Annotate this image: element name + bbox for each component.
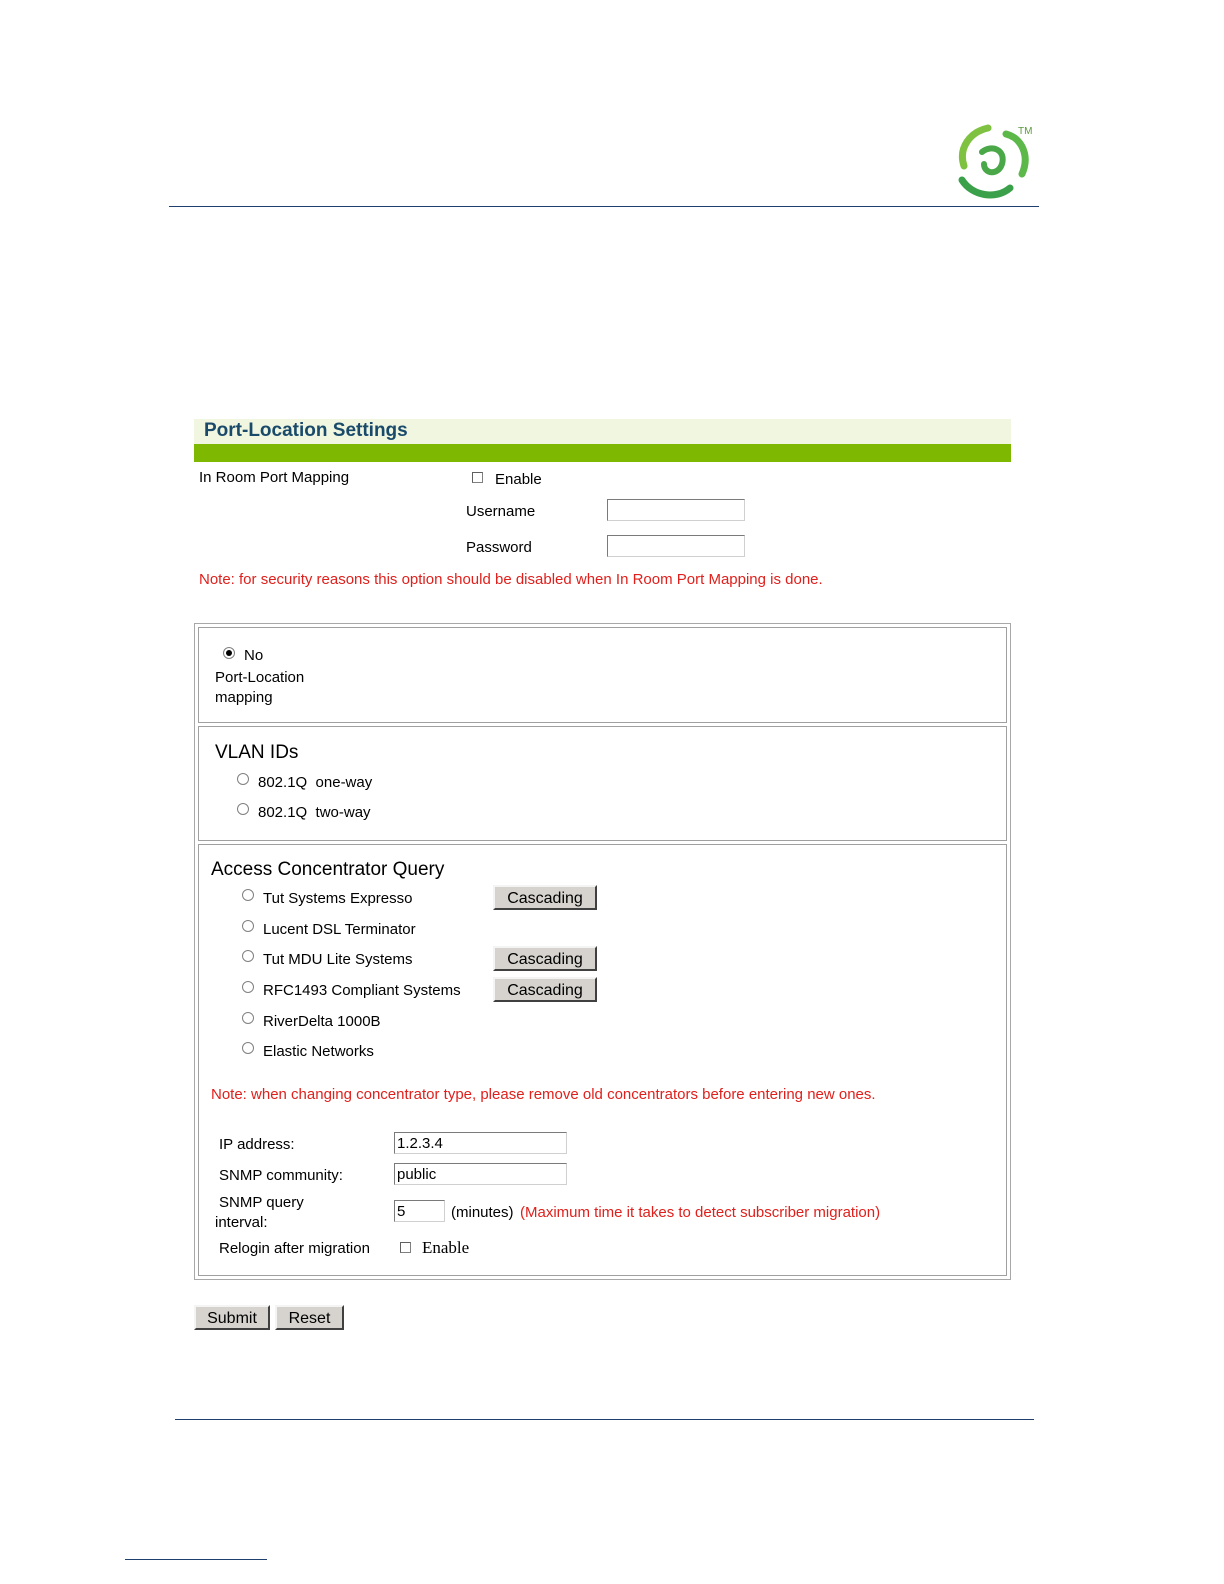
concentrator-note: Note: when changing concentrator type, please remove old concentrators before entering new ones.: [211, 1086, 876, 1103]
trademark-mark: TM: [1018, 126, 1033, 137]
no-mapping-panel: [198, 627, 1007, 723]
concentrator-label-lucent-dsl: Lucent DSL Terminator: [263, 921, 416, 938]
page-title: Port-Location Settings: [204, 420, 408, 441]
relogin-label: Relogin after migration: [219, 1240, 370, 1257]
password-label: Password: [466, 539, 532, 556]
concentrator-radio-riverdelta[interactable]: [242, 1012, 254, 1024]
header-divider: [169, 206, 1039, 207]
snmp-interval-units: (minutes): [451, 1204, 514, 1221]
concentrator-radio-lucent-dsl[interactable]: [242, 920, 254, 932]
snmp-community-label: SNMP community:: [219, 1167, 343, 1184]
snmp-interval-label-line1: SNMP query: [219, 1194, 304, 1211]
concentrator-label-rfc1493: RFC1493 Compliant Systems: [263, 982, 461, 999]
concentrator-radio-rfc1493[interactable]: [242, 981, 254, 993]
relogin-enable-checkbox[interactable]: [400, 1242, 411, 1253]
footer-divider: [175, 1419, 1034, 1420]
company-logo: [948, 122, 1040, 204]
cascading-button-tut-mdu[interactable]: Cascading: [493, 946, 597, 971]
footnote-rule: [125, 1559, 267, 1560]
no-mapping-label-line1: No: [244, 647, 264, 664]
vlan-one-way-label: 802.1Q one-way: [258, 774, 373, 791]
cascading-button-tut-expresso[interactable]: Cascading: [493, 885, 597, 910]
cascading-button-rfc1493[interactable]: Cascading: [493, 977, 597, 1002]
section-header-bar: [194, 444, 1011, 462]
ip-address-input[interactable]: [394, 1132, 567, 1154]
vlan-one-way-radio[interactable]: [237, 773, 249, 785]
reset-button[interactable]: Reset: [275, 1305, 344, 1330]
snmp-interval-label-line2: interval:: [215, 1214, 268, 1231]
concentrator-radio-tut-expresso[interactable]: [242, 889, 254, 901]
concentrator-label-tut-expresso: Tut Systems Expresso: [263, 890, 413, 907]
vlan-title: VLAN IDs: [215, 742, 299, 763]
concentrator-label-tut-mdu: Tut MDU Lite Systems: [263, 951, 413, 968]
no-mapping-label-line3: mapping: [215, 689, 273, 706]
security-note: Note: for security reasons this option should be disabled when In Room Port Mapping is done.: [199, 571, 823, 588]
concentrator-title: Access Concentrator Query: [211, 859, 445, 880]
relogin-enable-label: Enable: [422, 1238, 470, 1257]
section-header: [194, 419, 1011, 444]
concentrator-label-riverdelta: RiverDelta 1000B: [263, 1013, 381, 1030]
snmp-interval-input[interactable]: [394, 1200, 445, 1222]
no-mapping-radio[interactable]: [223, 647, 235, 659]
snmp-interval-note: (Maximum time it takes to detect subscriber migration): [520, 1204, 881, 1221]
in-room-enable-checkbox[interactable]: [472, 472, 483, 483]
ip-address-label: IP address:: [219, 1136, 295, 1153]
password-input[interactable]: [607, 535, 745, 557]
concentrator-radio-tut-mdu[interactable]: [242, 950, 254, 962]
snmp-community-input[interactable]: [394, 1163, 567, 1185]
concentrator-label-elastic: Elastic Networks: [263, 1043, 374, 1060]
username-input[interactable]: [607, 499, 745, 521]
in-room-enable-label: Enable: [495, 471, 542, 488]
vlan-two-way-label: 802.1Q two-way: [258, 804, 371, 821]
concentrator-radio-elastic[interactable]: [242, 1042, 254, 1054]
in-room-port-mapping-label: In Room Port Mapping: [199, 469, 350, 486]
no-mapping-label-line2: Port-Location: [215, 669, 305, 686]
username-label: Username: [466, 503, 536, 520]
vlan-two-way-radio[interactable]: [237, 803, 249, 815]
submit-button[interactable]: Submit: [194, 1305, 270, 1330]
